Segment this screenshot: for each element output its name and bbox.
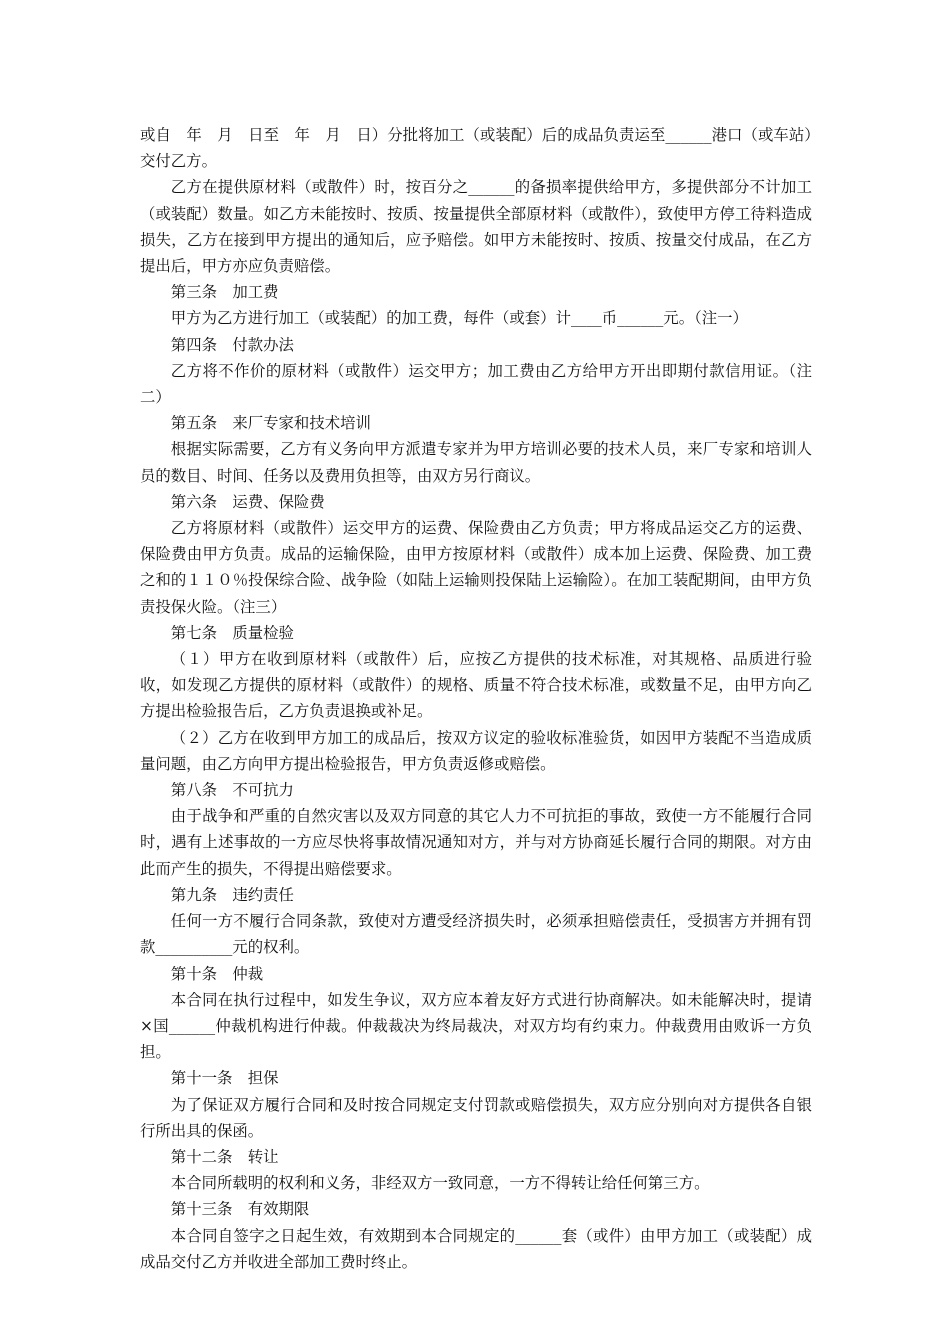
article-4-heading: 第四条 付款办法: [170, 335, 294, 354]
article-8-body: 由于战争和严重的自然灾害以及双方同意的其它人力不可抗拒的事故，致使一方不能履行合同时，遇有上述事故的一方应尽快将事故情况通知对方，并与对方协商延长履行合同的期限。对方由此而产生的损失，不得提出赔偿要求。: [140, 807, 812, 878]
article-10-body: 本合同在执行过程中，如发生争议，双方应本着友好方式进行协商解决。如未能解决时，提请×国______仲裁机构进行仲裁。仲裁裁决为终局裁决，对双方均有约束力。仲裁费用由败诉一方负担。: [140, 990, 812, 1062]
article-11-body: 为了保证双方履行合同和及时按合同规定支付罚款或赔偿损失，双方应分别向对方提供各自银行所出具的保函。: [140, 1095, 812, 1140]
paragraph-materials-loss: 乙方在提供原材料（或散件）时，按百分之______的备损率提供给甲方，多提供部分不计加工（或装配）数量。如乙方未能按时、按质、按量提供全部原材料（或散件），致使甲方停工待料造成损失，乙方在接到甲方提出的通知后，应予赔偿。如甲方未能按时、按质、按量交付成品，在乙方提出后，甲方亦应负责赔偿。: [140, 178, 812, 276]
article-7-item-2: （２）乙方在收到甲方加工的成品后，按双方议定的验收标准验货，如因甲方装配不当造成质量问题，由乙方向甲方提出检验报告，甲方负责返修或赔偿。: [140, 728, 812, 773]
article-9-body: 任何一方不履行合同条款，致使对方遭受经济损失时，必须承担赔偿责任，受损害方并拥有罚款__________元的权利。: [140, 912, 812, 957]
article-3-heading: 第三条 加工费: [170, 283, 279, 302]
paragraph-continuation: 或自 年 月 日至 年 月 日）分批将加工（或装配）后的成品负责运至______港口（或车站）交付乙方。: [140, 126, 812, 171]
article-9-heading: 第九条 违约责任: [170, 885, 294, 904]
article-12-heading: 第十二条 转让: [170, 1147, 279, 1166]
article-5-heading: 第五条 来厂专家和技术培训: [170, 414, 371, 433]
article-10-heading: 第十条 仲裁: [170, 964, 264, 983]
article-13-heading: 第十三条 有效期限: [170, 1200, 310, 1219]
article-13-body: 本合同自签字之日起生效，有效期到本合同规定的______套（或件）由甲方加工（或装配）成成品交付乙方并收进全部加工费时终止。: [140, 1226, 812, 1271]
article-5-body: 根据实际需要，乙方有义务向甲方派遣专家并为甲方培训必要的技术人员，来厂专家和培训人员的数目、时间、任务以及费用负担等，由双方另行商议。: [140, 440, 812, 485]
article-6-body: 乙方将原材料（或散件）运交甲方的运费、保险费由乙方负责；甲方将成品运交乙方的运费、保险费由甲方负责。成品的运输保险，由甲方按原材料（或散件）成本加上运费、保险费、加工费之和的１１０％投保综合险、战争险（如陆上运输则投保陆上运输险）。在加工装配期间，由甲方负责投保火险。（注三）: [140, 519, 812, 616]
article-4-body: 乙方将不作价的原材料（或散件）运交甲方；加工费由乙方给甲方开出即期付款信用证。（注二）: [140, 361, 812, 407]
article-7-item-1: （１）甲方在收到原材料（或散件）后，应按乙方提供的技术标准，对其规格、品质进行验收，如发现乙方提供的原材料（或散件）的规格、质量不符合技术标准，或数量不足，由甲方向乙方提出检验报告后，乙方负责退换或补足。: [140, 650, 812, 721]
article-7-heading: 第七条 质量检验: [170, 623, 294, 642]
article-11-heading: 第十一条 担保: [170, 1069, 279, 1088]
article-6-heading: 第六条 运费、保险费: [170, 492, 325, 511]
article-12-body: 本合同所载明的权利和义务，非经双方一致同意，一方不得转让给任何第三方。: [170, 1174, 710, 1193]
article-8-heading: 第八条 不可抗力: [170, 781, 294, 800]
article-3-body: 甲方为乙方进行加工（或装配）的加工费，每件（或套）计____币______元。（注一）: [170, 309, 748, 328]
contract-page: [140, 122, 812, 1275]
